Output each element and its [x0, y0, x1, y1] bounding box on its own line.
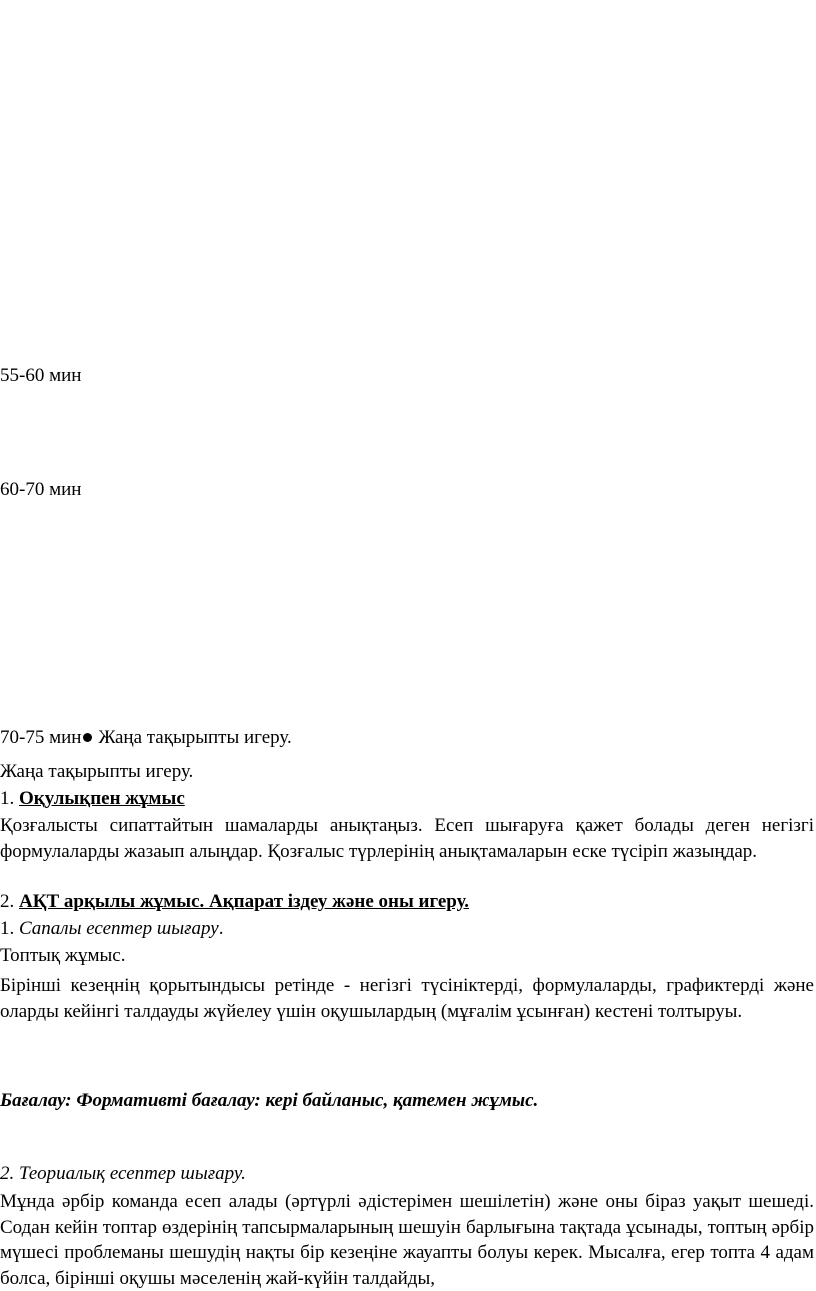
- stage-paragraph: Бірінші кезеңнің қорытындысы ретінде - негізгі түсініктерді, формулаларды, графиктерді және оларды кейінгі талдауды жүйелеу үшін оқушылардың (мұғалім ұсынған) кестені толтыруы.: [0, 975, 814, 1022]
- bullet-title: Жаңа тақырыпты игеру.: [98, 727, 292, 748]
- item1-title: Оқулықпен жұмыс: [19, 788, 185, 809]
- sub2-heading: 2. Теориалық есептер шығару.: [0, 1163, 246, 1184]
- bullet-icon: [83, 733, 92, 742]
- item2-heading: [0, 890, 469, 914]
- sub2-paragraph: Мұнда әрбір команда есеп алады (әртүрлі әдістерімен шешілетін) және оны біраз уақыт шешеді. Содан кейін топтар өздерінің тапсырмаларының шешуін барлығына тақтада ұсынады, топтың әрбір мүшесі проблеманы шешудің нақты бір кезеңіне жауапты болуы керек. Мысалға, егер топта 4 адам болса, бірінші оқушы мәселенің жай-күйін талдайды,: [0, 1191, 814, 1289]
- sub1-dot: .: [218, 918, 224, 939]
- sub1-title: Сапалы есептер шығару: [19, 918, 219, 939]
- intro-line: Жаңа тақырыпты игеру.: [0, 761, 194, 782]
- time-label-55-60: 55-60 мин: [0, 365, 82, 386]
- item1-paragraph: Қозғалысты сипаттайтын шамаларды анықтаңыз. Есеп шығаруға қажет болады деген негізгі формулаларды жазаып алыңдар. Қозғалыс түрлерінің анықтамаларын еске түсіріп жазыңдар.: [0, 815, 814, 862]
- group-work-line: Топтық жұмыс.: [0, 945, 126, 966]
- item2-number: 2.: [0, 891, 19, 912]
- time-label-60-70: 60-70 мин: [0, 479, 82, 500]
- item1-number: 1.: [0, 788, 19, 809]
- sub1-number: 1.: [0, 918, 19, 939]
- time-label-70-75: 70-75 мин: [0, 727, 82, 748]
- assessment-line: Бағалау: Формативті бағалау: кері байланыс, қатемен жұмыс.: [0, 1090, 539, 1111]
- item1-heading: [0, 787, 185, 811]
- sub1-heading: [0, 917, 223, 941]
- item2-title: АҚТ арқылы жұмыс. Ақпарат іздеу және оны игеру.: [19, 891, 469, 912]
- time-label-70-75-row: [0, 726, 292, 750]
